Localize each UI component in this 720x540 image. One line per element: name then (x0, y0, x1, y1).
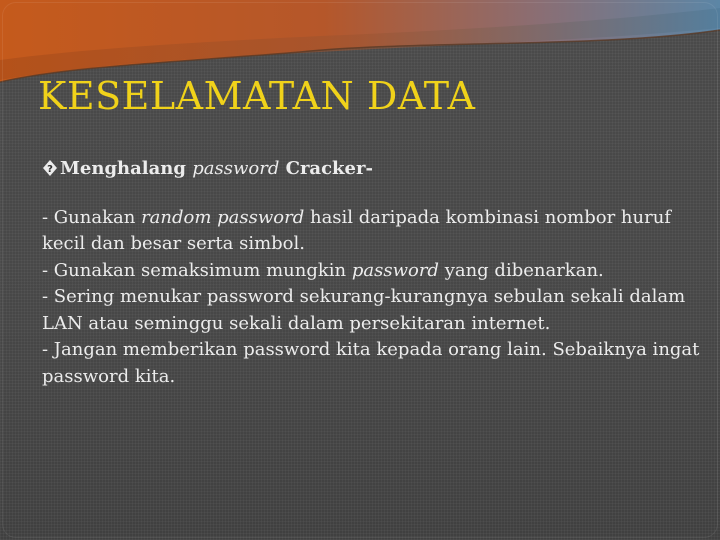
paragraph-1-part-2: hasil daripada kombinasi nombor huruf kecil dan besar serta simbol. (42, 206, 671, 254)
slide-title: KESELAMATAN DATA (38, 74, 476, 118)
body-text (42, 205, 702, 391)
paragraph-1 (42, 205, 702, 258)
paragraph-1-part-1: - Gunakan (42, 206, 142, 228)
paragraph-2-part-2: yang dibenarkan. (438, 259, 604, 281)
section-heading (42, 156, 702, 183)
paragraph-4: - Jangan memberikan password kita kepada orang lain. Sebaiknya ingat password kita. (42, 339, 700, 387)
paragraph-2-part-1: - Gunakan semaksimum mungkin (42, 259, 352, 281)
heading-emphasis: password (192, 158, 280, 179)
paragraph-2 (42, 258, 702, 285)
paragraph-2-emphasis: password (351, 259, 439, 281)
heading-tail: Cracker- (279, 158, 373, 179)
svg-text:?: ? (47, 164, 53, 175)
paragraph-1-emphasis: random password (141, 206, 305, 228)
replacement-character-icon (42, 159, 58, 177)
paragraph-3: - Sering menukar password sekurang-kurangnya sebulan sekali dalam LAN atau seminggu sekali dalam persekitaran internet. (42, 286, 686, 334)
slide-content (42, 156, 702, 390)
heading-lead: Menghalang (60, 158, 193, 179)
